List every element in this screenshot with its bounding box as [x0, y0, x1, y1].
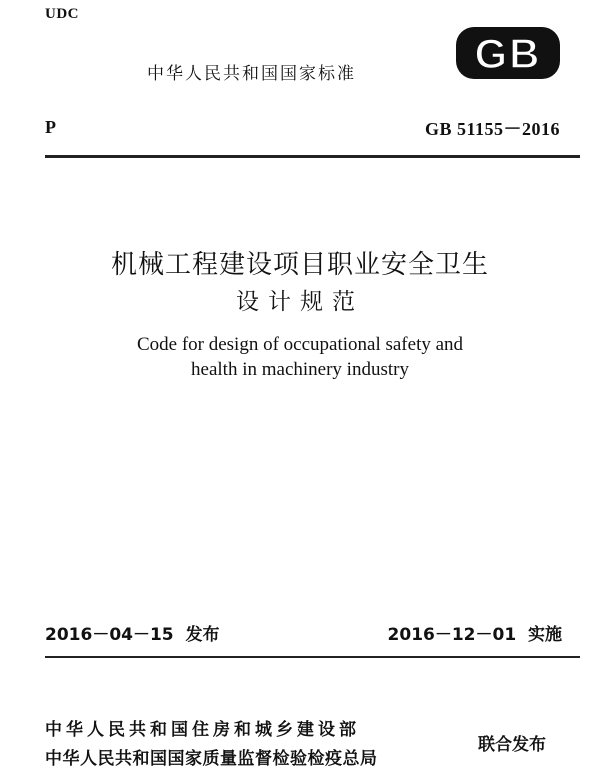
- gb-logo-text: GB: [474, 30, 542, 77]
- english-title-line2: health in machinery industry: [191, 359, 409, 380]
- publisher-aqsiq: 中华人民共和国国家质量监督检验检疫总局: [45, 749, 378, 769]
- classification-code: P: [45, 117, 56, 137]
- chinese-title-line1: 机械工程建设项目职业安全卫生: [110, 250, 489, 280]
- header-divider: [45, 155, 580, 158]
- chinese-title-line2: 设计规范: [236, 289, 364, 315]
- standard-number: GB 51155－2016: [424, 119, 560, 139]
- gb-logo: [455, 26, 561, 80]
- publisher-ministry-housing: 中华人民共和国住房和城乡建设部: [45, 720, 360, 740]
- footer-divider: [45, 656, 580, 658]
- english-title-line1: Code for design of occupational safety and: [136, 334, 464, 355]
- udc-label: UDC: [45, 6, 79, 22]
- issue-date: 2016－04－15 发布: [45, 625, 220, 645]
- standard-type-title: 中华人民共和国国家标准: [147, 64, 356, 84]
- implementation-date: 2016－12－01 实施: [387, 625, 562, 645]
- joint-issue-label: 联合发布: [478, 735, 546, 755]
